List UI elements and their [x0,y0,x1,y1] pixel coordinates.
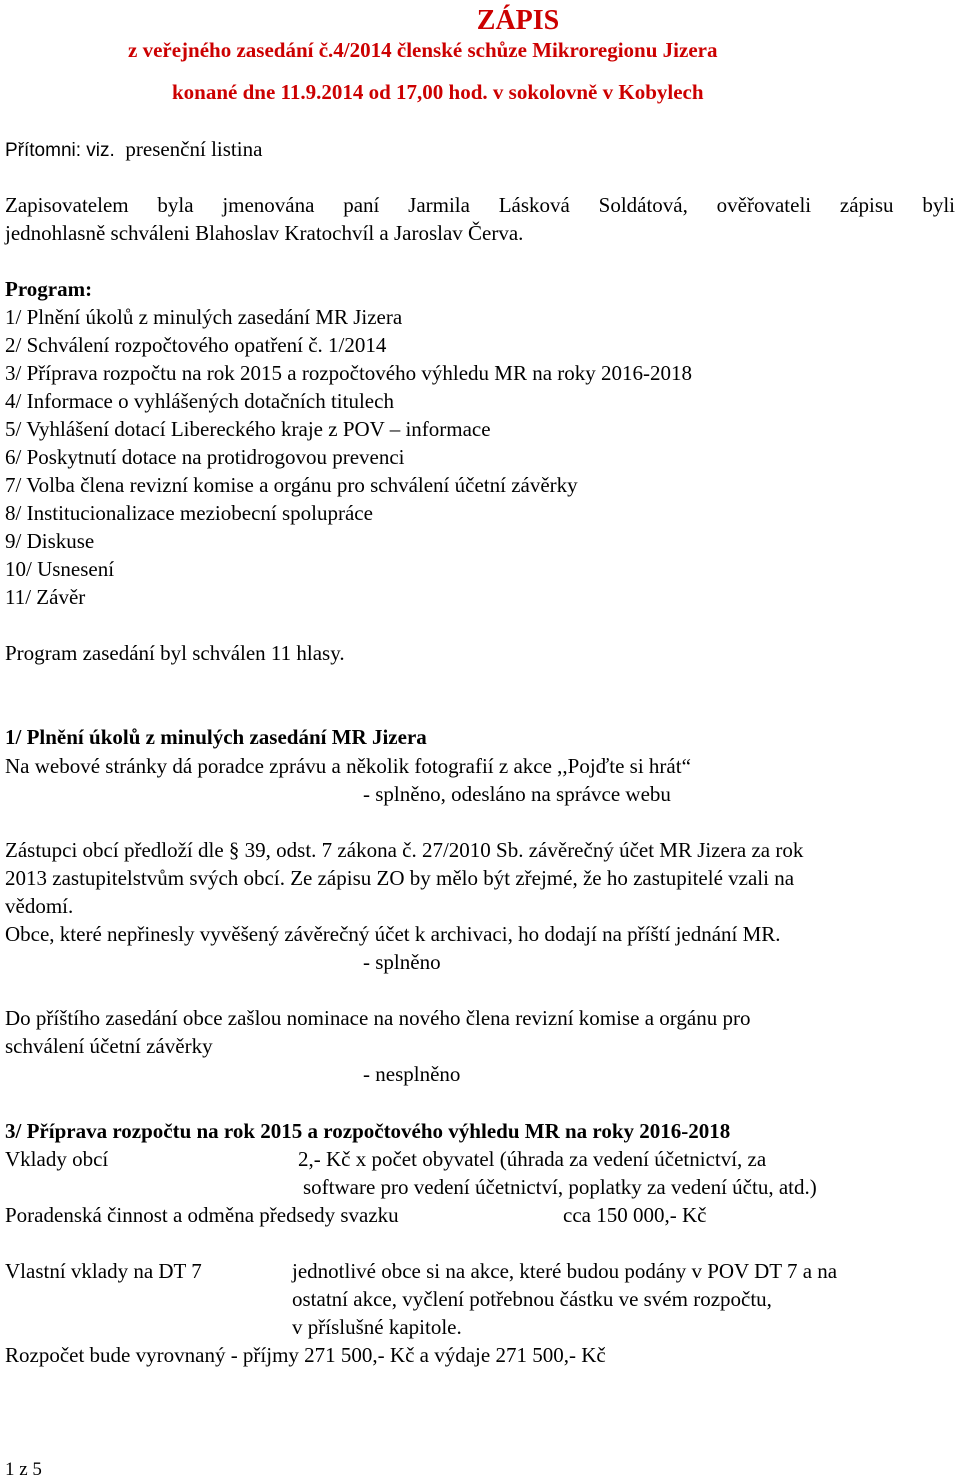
intro-word: ověřovateli [716,193,812,217]
meeting-place: v sokolovně v Kobylech [487,80,704,104]
program-item: 3/ Příprava rozpočtu na rok 2015 a rozpočtového výhledu MR na roky 2016-2018 [5,361,693,385]
doc-title: ZÁPIS [476,5,560,36]
section1-task-4-status: - nesplněno [363,1062,461,1086]
section1-task-3: Obce, které nepřinesly vyvěšený závěrečný účet k archivaci, ho dodají na příští jednání MR. [5,922,781,946]
budget-row-value: ostatní akce, vyčlení potřebnou částku ve svém rozpočtu, [292,1287,772,1311]
budget-row-label: Vklady obcí [5,1147,109,1171]
section1-task-4-line1: Do příštího zasedání obce zašlou nominace na nového člena revizní komise a orgánu pro [5,1006,751,1030]
program-item: 11/ Závěr [5,585,86,609]
budget-row-label: Vlastní vklady na DT 7 [5,1259,202,1283]
program-item: 4/ Informace o vyhlášených dotačních titulech [5,389,394,413]
program-approved: Program zasedání byl schválen 11 hlasy. [5,641,345,665]
present-line [5,137,262,163]
intro-word: Soldátová, [598,193,688,217]
budget-row-value: 2,- Kč x počet obyvatel (úhrada za vedení účetnictví, za [298,1147,767,1171]
budget-row-value: jednotlivé obce si na akce, které budou podány v POV DT 7 a na [292,1259,838,1283]
section1-task-2-line3: vědomí. [5,894,74,918]
intro-word: byli [922,193,955,217]
program-item: 10/ Usnesení [5,557,115,581]
intro-word: Zapisovatelem [5,193,129,217]
program-item: 1/ Plnění úkolů z minulých zasedání MR Jizera [5,305,403,329]
section1-heading: 1/ Plnění úkolů z minulých zasedání MR Jizera [5,725,427,749]
intro-line-1 [5,193,955,217]
intro-word: byla [157,193,194,217]
program-item: 2/ Schválení rozpočtového opatření č. 1/2014 [5,333,387,357]
doc-subtitle: z veřejného zasedání č.4/2014 členské schůze Mikroregionu Jizera [128,38,718,62]
present-value: presenční listina [125,137,263,161]
section1-task-2-line2: 2013 zastupitelstvům svých obcí. Ze zápisu ZO by mělo být zřejmé, že ho zastupitelé vzali na [5,866,795,890]
program-item: 8/ Institucionalizace meziobecní spolupráce [5,501,373,525]
program-item: 7/ Volba člena revizní komise a orgánu pro schválení účetní závěrky [5,473,578,497]
intro-word: Jarmila [408,193,470,217]
section1-task-2-line1: Zástupci obcí předloží dle § 39, odst. 7 zákona č. 27/2010 Sb. závěrečný účet MR Jizera za rok [5,838,804,862]
intro-word: zápisu [839,193,894,217]
program-heading: Program: [5,277,93,301]
budget-summary: Rozpočet bude vyrovnaný - příjmy 271 500,- Kč a výdaje 271 500,- Kč [5,1343,606,1367]
page-number: 1 z 5 [5,1459,42,1480]
program-item: 9/ Diskuse [5,529,95,553]
section3-heading: 3/ Příprava rozpočtu na rok 2015 a rozpočtového výhledu MR na roky 2016-2018 [5,1119,731,1143]
budget-row-value: software pro vedení účetnictví, poplatky za vedení účtu, atd.) [303,1175,817,1199]
section1-task-4-line2: schválení účetní závěrky [5,1034,213,1058]
meeting-date: konané dne 11.9.2014 od 17,00 hod. [172,80,488,104]
present-label: Přítomni: viz. [5,140,115,161]
program-item: 5/ Vyhlášení dotací Libereckého kraje z POV – informace [5,417,491,441]
intro-word: jmenována [222,193,315,217]
intro-word: paní [343,193,380,217]
budget-row-value: v příslušné kapitole. [292,1315,462,1339]
section1-task-1-status: - splněno, odesláno na správce webu [363,782,671,806]
section1-task-3-status: - splněno [363,950,441,974]
section1-task-1: Na webové stránky dá poradce zprávu a několik fotografií z akce ,,Pojďte si hrát“ [5,754,691,778]
budget-row-value: cca 150 000,- Kč [563,1203,707,1227]
program-item: 6/ Poskytnutí dotace na protidrogovou prevenci [5,445,405,469]
meeting-date-line [172,80,704,104]
intro-line-2: jednohlasně schváleni Blahoslav Kratochvíl a Jaroslav Červa. [5,221,524,245]
intro-word: Lásková [498,193,570,217]
budget-row-label: Poradenská činnost a odměna předsedy svazku [5,1203,399,1227]
